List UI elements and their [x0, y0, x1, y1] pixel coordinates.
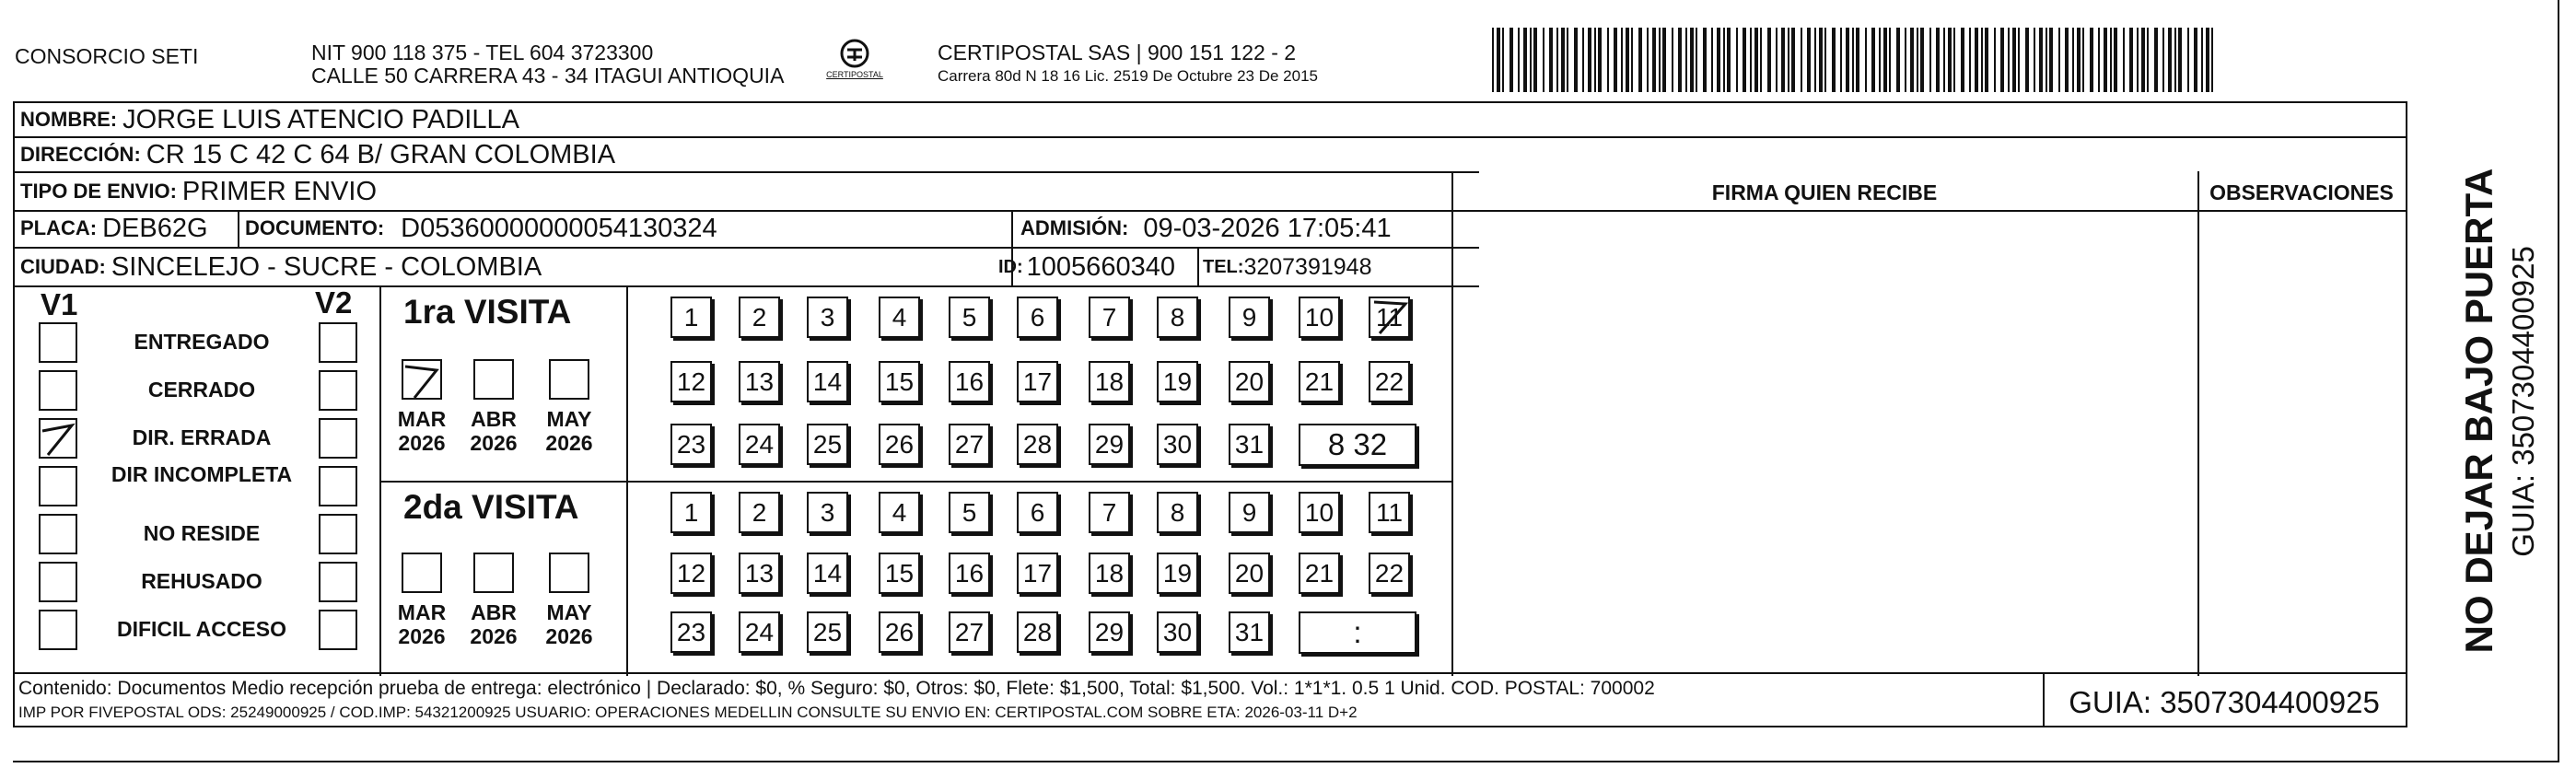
nit-line: NIT 900 118 375 - TEL 604 3723300 — [311, 41, 654, 64]
day-number: 16 — [954, 367, 985, 396]
day-checkbox[interactable] — [949, 611, 990, 653]
day-checkbox[interactable] — [1369, 361, 1410, 402]
observations-header: OBSERVACIONES — [2209, 180, 2394, 204]
name-value: JORGE LUIS ATENCIO PADILLA — [122, 104, 519, 134]
day-number: 8 — [1170, 302, 1185, 332]
day-checkbox[interactable] — [879, 611, 920, 653]
day-number: 25 — [812, 617, 843, 646]
day-checkbox[interactable] — [1369, 492, 1410, 533]
signature-header: FIRMA QUIEN RECIBE — [1711, 180, 1938, 204]
day-checkbox[interactable] — [1017, 492, 1058, 533]
cross-mark-icon — [1369, 297, 1410, 338]
day-number: 23 — [676, 617, 706, 646]
day-number: 18 — [1094, 367, 1125, 396]
day-number: 15 — [884, 367, 915, 396]
day-checkbox[interactable] — [670, 492, 712, 533]
columns-header-line — [1451, 210, 2406, 212]
day-checkbox[interactable] — [670, 297, 712, 338]
address-field — [20, 138, 615, 171]
row-divider — [13, 247, 1479, 249]
day-number: 12 — [676, 367, 706, 396]
signature-area[interactable] — [1455, 214, 2194, 672]
footer-top-line — [13, 672, 2407, 674]
day-number: 26 — [884, 429, 915, 459]
day-checkbox[interactable] — [739, 424, 780, 465]
day-number: 7 — [1102, 497, 1117, 527]
day-checkbox[interactable] — [807, 553, 848, 594]
month-checkbox[interactable] — [402, 359, 442, 400]
day-checkbox[interactable] — [670, 361, 712, 402]
v1-checkbox[interactable] — [39, 610, 77, 650]
day-checkbox[interactable] — [949, 492, 990, 533]
day-checkbox[interactable] — [879, 361, 920, 402]
tel-value: 3207391948 — [1243, 253, 1372, 280]
address-label: DIRECCIÓN: — [20, 143, 141, 166]
month-name: ABR — [471, 407, 517, 431]
day-checkbox[interactable] — [1089, 297, 1130, 338]
v2-label: V2 — [315, 285, 353, 320]
month-label — [542, 407, 597, 455]
day-number: 10 — [1304, 497, 1335, 527]
day-checkbox[interactable] — [807, 361, 848, 402]
month-checkbox[interactable] — [402, 553, 442, 593]
tel-label: TEL: — [1203, 256, 1244, 277]
day-checkbox[interactable] — [1369, 553, 1410, 594]
day-checkbox[interactable] — [670, 424, 712, 465]
v1-checkbox[interactable] — [39, 562, 77, 602]
status-label: CERRADO — [147, 378, 256, 401]
day-number: 9 — [1241, 497, 1257, 527]
day-number: 11 — [1375, 497, 1404, 527]
day-checkbox[interactable] — [1299, 492, 1340, 533]
day-checkbox[interactable] — [949, 361, 990, 402]
day-number: 22 — [1374, 367, 1405, 396]
day-number: 10 — [1304, 302, 1335, 332]
month-name: MAY — [546, 600, 592, 624]
day-checkbox[interactable] — [1369, 297, 1410, 338]
row-divider — [13, 171, 1479, 173]
plate-field — [20, 212, 208, 245]
left-border — [13, 101, 15, 726]
ship-type-field — [20, 175, 377, 208]
day-number: 9 — [1241, 302, 1257, 332]
day-checkbox[interactable] — [879, 297, 920, 338]
certipostal-logo-icon — [820, 37, 890, 88]
id-field — [998, 250, 1175, 284]
day-number: 5 — [962, 302, 977, 332]
time-value: 8 32 — [1327, 427, 1388, 461]
day-checkbox[interactable] — [1089, 492, 1130, 533]
month-checkbox[interactable] — [549, 359, 589, 400]
day-checkbox[interactable] — [879, 553, 920, 594]
month-label — [394, 407, 449, 455]
day-checkbox[interactable] — [807, 297, 848, 338]
ship-type-label: TIPO DE ENVIO: — [20, 180, 177, 203]
day-number: 20 — [1234, 367, 1265, 396]
name-field — [20, 103, 519, 136]
day-number: 17 — [1022, 558, 1053, 588]
month-checkbox[interactable] — [473, 359, 514, 400]
day-checkbox[interactable] — [670, 553, 712, 594]
observations-area[interactable] — [2201, 214, 2402, 672]
month-name: MAY — [546, 407, 592, 431]
day-number: 24 — [744, 429, 775, 459]
document-field — [245, 212, 717, 245]
day-number: 21 — [1304, 558, 1335, 588]
v1-checkbox[interactable] — [39, 466, 77, 506]
month-year: 2026 — [545, 624, 593, 648]
day-checkbox[interactable] — [807, 611, 848, 653]
v1-checkbox[interactable] — [39, 322, 77, 363]
side-guide-number: GUIA: 3507304400925 — [2506, 246, 2540, 557]
side-warning: NO DEJAR BAJO PUERTA — [2457, 168, 2500, 654]
day-checkbox[interactable] — [807, 492, 848, 533]
day-number: 28 — [1022, 429, 1053, 459]
day-number: 2 — [752, 497, 767, 527]
day-number: 7 — [1102, 302, 1117, 332]
status-label: REHUSADO — [141, 569, 262, 593]
day-number: 12 — [676, 558, 706, 588]
day-checkbox[interactable] — [1157, 492, 1198, 533]
status-label: DIR. ERRADA — [132, 425, 272, 449]
day-number: 14 — [812, 367, 843, 396]
day-number: 3 — [820, 302, 835, 332]
time-field[interactable] — [1299, 424, 1416, 466]
month-year: 2026 — [398, 624, 446, 648]
barcode — [1492, 28, 2220, 92]
day-number: 25 — [812, 429, 843, 459]
name-label: NOMBRE: — [20, 108, 118, 131]
day-checkbox[interactable] — [949, 553, 990, 594]
day-checkbox[interactable] — [1089, 611, 1130, 653]
v2-checkbox[interactable] — [319, 370, 357, 411]
cell-divider — [1197, 247, 1199, 285]
day-number: 5 — [962, 497, 977, 527]
consortium-name: CONSORCIO SETI — [15, 44, 199, 68]
day-number: 3 — [820, 497, 835, 527]
day-checkbox[interactable] — [1229, 492, 1270, 533]
day-checkbox[interactable] — [949, 424, 990, 465]
day-checkbox[interactable] — [1299, 553, 1340, 594]
page-right-line — [2558, 0, 2559, 762]
day-number: 18 — [1094, 558, 1125, 588]
company-line: CERTIPOSTAL SAS | 900 151 122 - 2 — [938, 41, 1297, 64]
day-number: 11 — [1375, 302, 1404, 332]
day-number: 4 — [892, 302, 907, 332]
day-number: 24 — [744, 617, 775, 646]
first-visit-title: 1ra VISITA — [403, 293, 572, 331]
right-border — [2406, 101, 2407, 727]
day-checkbox[interactable] — [1017, 297, 1058, 338]
status-label: ENTREGADO — [134, 330, 270, 354]
day-checkbox[interactable] — [1017, 361, 1058, 402]
v2-checkbox[interactable] — [319, 466, 357, 506]
day-checkbox[interactable] — [879, 424, 920, 465]
month-checkbox[interactable] — [549, 553, 589, 593]
day-number: 8 — [1170, 497, 1185, 527]
admission-field — [1020, 212, 1392, 245]
day-checkbox[interactable] — [1017, 553, 1058, 594]
ship-type-value: PRIMER ENVIO — [181, 176, 378, 206]
day-number: 29 — [1094, 617, 1125, 646]
status-label: DIFICIL ACCESO — [116, 617, 286, 641]
day-number: 19 — [1162, 367, 1193, 396]
day-number: 26 — [884, 617, 915, 646]
v2-checkbox[interactable] — [319, 514, 357, 554]
month-year: 2026 — [470, 431, 518, 455]
day-checkbox[interactable] — [1157, 424, 1198, 465]
day-checkbox[interactable] — [1229, 361, 1270, 402]
month-name: ABR — [471, 600, 517, 624]
day-checkbox[interactable] — [1229, 297, 1270, 338]
day-checkbox[interactable] — [739, 297, 780, 338]
day-number: 6 — [1030, 497, 1045, 527]
day-number: 30 — [1162, 429, 1193, 459]
address-value: CR 15 C 42 C 64 B/ GRAN COLOMBIA — [146, 139, 616, 169]
day-number: 15 — [884, 558, 915, 588]
document-value: D05360000000054130324 — [401, 213, 717, 243]
month-label — [394, 600, 449, 648]
day-checkbox[interactable] — [1089, 553, 1130, 594]
day-checkbox[interactable] — [1089, 424, 1130, 465]
time-value: : — [1353, 615, 1362, 649]
day-number: 1 — [683, 302, 699, 332]
day-checkbox[interactable] — [739, 611, 780, 653]
month-year: 2026 — [470, 624, 518, 648]
day-number: 28 — [1022, 617, 1053, 646]
day-checkbox[interactable] — [670, 611, 712, 653]
day-number: 31 — [1234, 617, 1265, 646]
day-checkbox[interactable] — [1157, 361, 1198, 402]
month-label — [542, 600, 597, 648]
day-number: 20 — [1234, 558, 1265, 588]
day-number: 6 — [1030, 302, 1045, 332]
month-name: MAR — [397, 407, 447, 431]
day-checkbox[interactable] — [739, 361, 780, 402]
check-mark-icon — [39, 418, 77, 459]
city-label: CIUDAD: — [20, 255, 106, 278]
day-number: 27 — [954, 429, 985, 459]
v2-checkbox[interactable] — [319, 562, 357, 602]
day-number: 14 — [812, 558, 843, 588]
logo-text: CERTIPOSTAL — [826, 70, 883, 79]
day-checkbox[interactable] — [807, 424, 848, 465]
day-number: 21 — [1304, 367, 1335, 396]
day-checkbox[interactable] — [1299, 297, 1340, 338]
month-checkbox[interactable] — [473, 553, 514, 593]
city-field — [20, 250, 542, 284]
day-checkbox[interactable] — [1017, 424, 1058, 465]
page-bottom-line — [13, 761, 2558, 762]
bottom-border — [13, 726, 2407, 727]
day-checkbox[interactable] — [1229, 424, 1270, 465]
address-line: CALLE 50 CARRERA 43 - 34 ITAGUI ANTIOQUIA — [311, 64, 785, 87]
id-label: ID: — [998, 256, 1023, 277]
v1-checkbox[interactable] — [39, 514, 77, 554]
imp-line: IMP POR FIVEPOSTAL ODS: 25249000925 / COD.IMP: 54321200925 USUARIO: OPERACIONES MEDELLIN CONSULTE SU ENVIO EN: CERTIPOSTAL.COM SOBRE ETA: 2026-03-11 D+2 — [18, 704, 1358, 721]
license-line: Carrera 80d N 18 16 Lic. 2519 De Octubre 23 De 2015 — [938, 67, 1318, 85]
day-number: 23 — [676, 429, 706, 459]
v2-checkbox[interactable] — [319, 418, 357, 459]
month-label — [466, 600, 521, 648]
day-number: 17 — [1022, 367, 1053, 396]
day-checkbox[interactable] — [1299, 361, 1340, 402]
day-checkbox[interactable] — [879, 492, 920, 533]
day-number: 1 — [683, 497, 699, 527]
status-label: NO RESIDE — [143, 521, 261, 545]
day-checkbox[interactable] — [1157, 611, 1198, 653]
check-mark-icon — [402, 359, 442, 400]
day-checkbox[interactable] — [1157, 553, 1198, 594]
day-number: 4 — [892, 497, 907, 527]
day-number: 16 — [954, 558, 985, 588]
day-number: 13 — [744, 558, 775, 588]
day-number: 2 — [752, 302, 767, 332]
plate-value: DEB62G — [102, 213, 208, 243]
city-value: SINCELEJO - SUCRE - COLOMBIA — [111, 251, 542, 282]
id-value: 1005660340 — [1026, 251, 1175, 282]
month-year: 2026 — [398, 431, 446, 455]
v2-checkbox[interactable] — [319, 610, 357, 650]
day-checkbox[interactable] — [1229, 611, 1270, 653]
month-year: 2026 — [545, 431, 593, 455]
status-label: DIR INCOMPLETA — [111, 462, 293, 486]
day-number: 19 — [1162, 558, 1193, 588]
visit-divider — [379, 481, 1453, 483]
second-visit-title: 2da VISITA — [403, 488, 579, 526]
content-line: Contenido: Documentos Medio recepción prueba de entrega: electrónico | Declarado: $0, % Seguro: $0, Otros: $0, Flete: $1,500, Total: $1,500. Vol.: 1*1*1. 0.5 1 Unid. COD. POSTAL: 700002 — [18, 678, 1655, 699]
day-checkbox[interactable] — [949, 297, 990, 338]
month-label — [466, 407, 521, 455]
v1-checkbox[interactable] — [39, 418, 77, 459]
month-name: MAR — [397, 600, 447, 624]
day-number: 27 — [954, 617, 985, 646]
row-divider — [13, 285, 1479, 287]
plate-label: PLACA: — [20, 216, 98, 239]
document-label: DOCUMENTO: — [245, 216, 385, 239]
v1-checkbox[interactable] — [39, 370, 77, 411]
day-checkbox[interactable] — [739, 492, 780, 533]
signature-column-left — [1451, 171, 1453, 676]
admission-value: 09-03-2026 17:05:41 — [1143, 213, 1392, 243]
day-number: 31 — [1234, 429, 1265, 459]
day-number: 29 — [1094, 429, 1125, 459]
day-number: 13 — [744, 367, 775, 396]
cell-divider — [238, 210, 239, 247]
v2-checkbox[interactable] — [319, 322, 357, 363]
day-checkbox[interactable] — [739, 553, 780, 594]
day-number: 30 — [1162, 617, 1193, 646]
day-checkbox[interactable] — [1017, 611, 1058, 653]
day-checkbox[interactable] — [1089, 361, 1130, 402]
footer-guide-number: GUIA: 3507304400925 — [2069, 685, 2380, 719]
observations-column-left — [2197, 171, 2199, 676]
admission-label: ADMISIÓN: — [1020, 216, 1129, 239]
v1-label: V1 — [41, 287, 78, 321]
time-field[interactable] — [1299, 611, 1416, 654]
tel-field — [1203, 250, 1371, 284]
day-checkbox[interactable] — [1229, 553, 1270, 594]
day-checkbox[interactable] — [1157, 297, 1198, 338]
day-number: 22 — [1374, 558, 1405, 588]
